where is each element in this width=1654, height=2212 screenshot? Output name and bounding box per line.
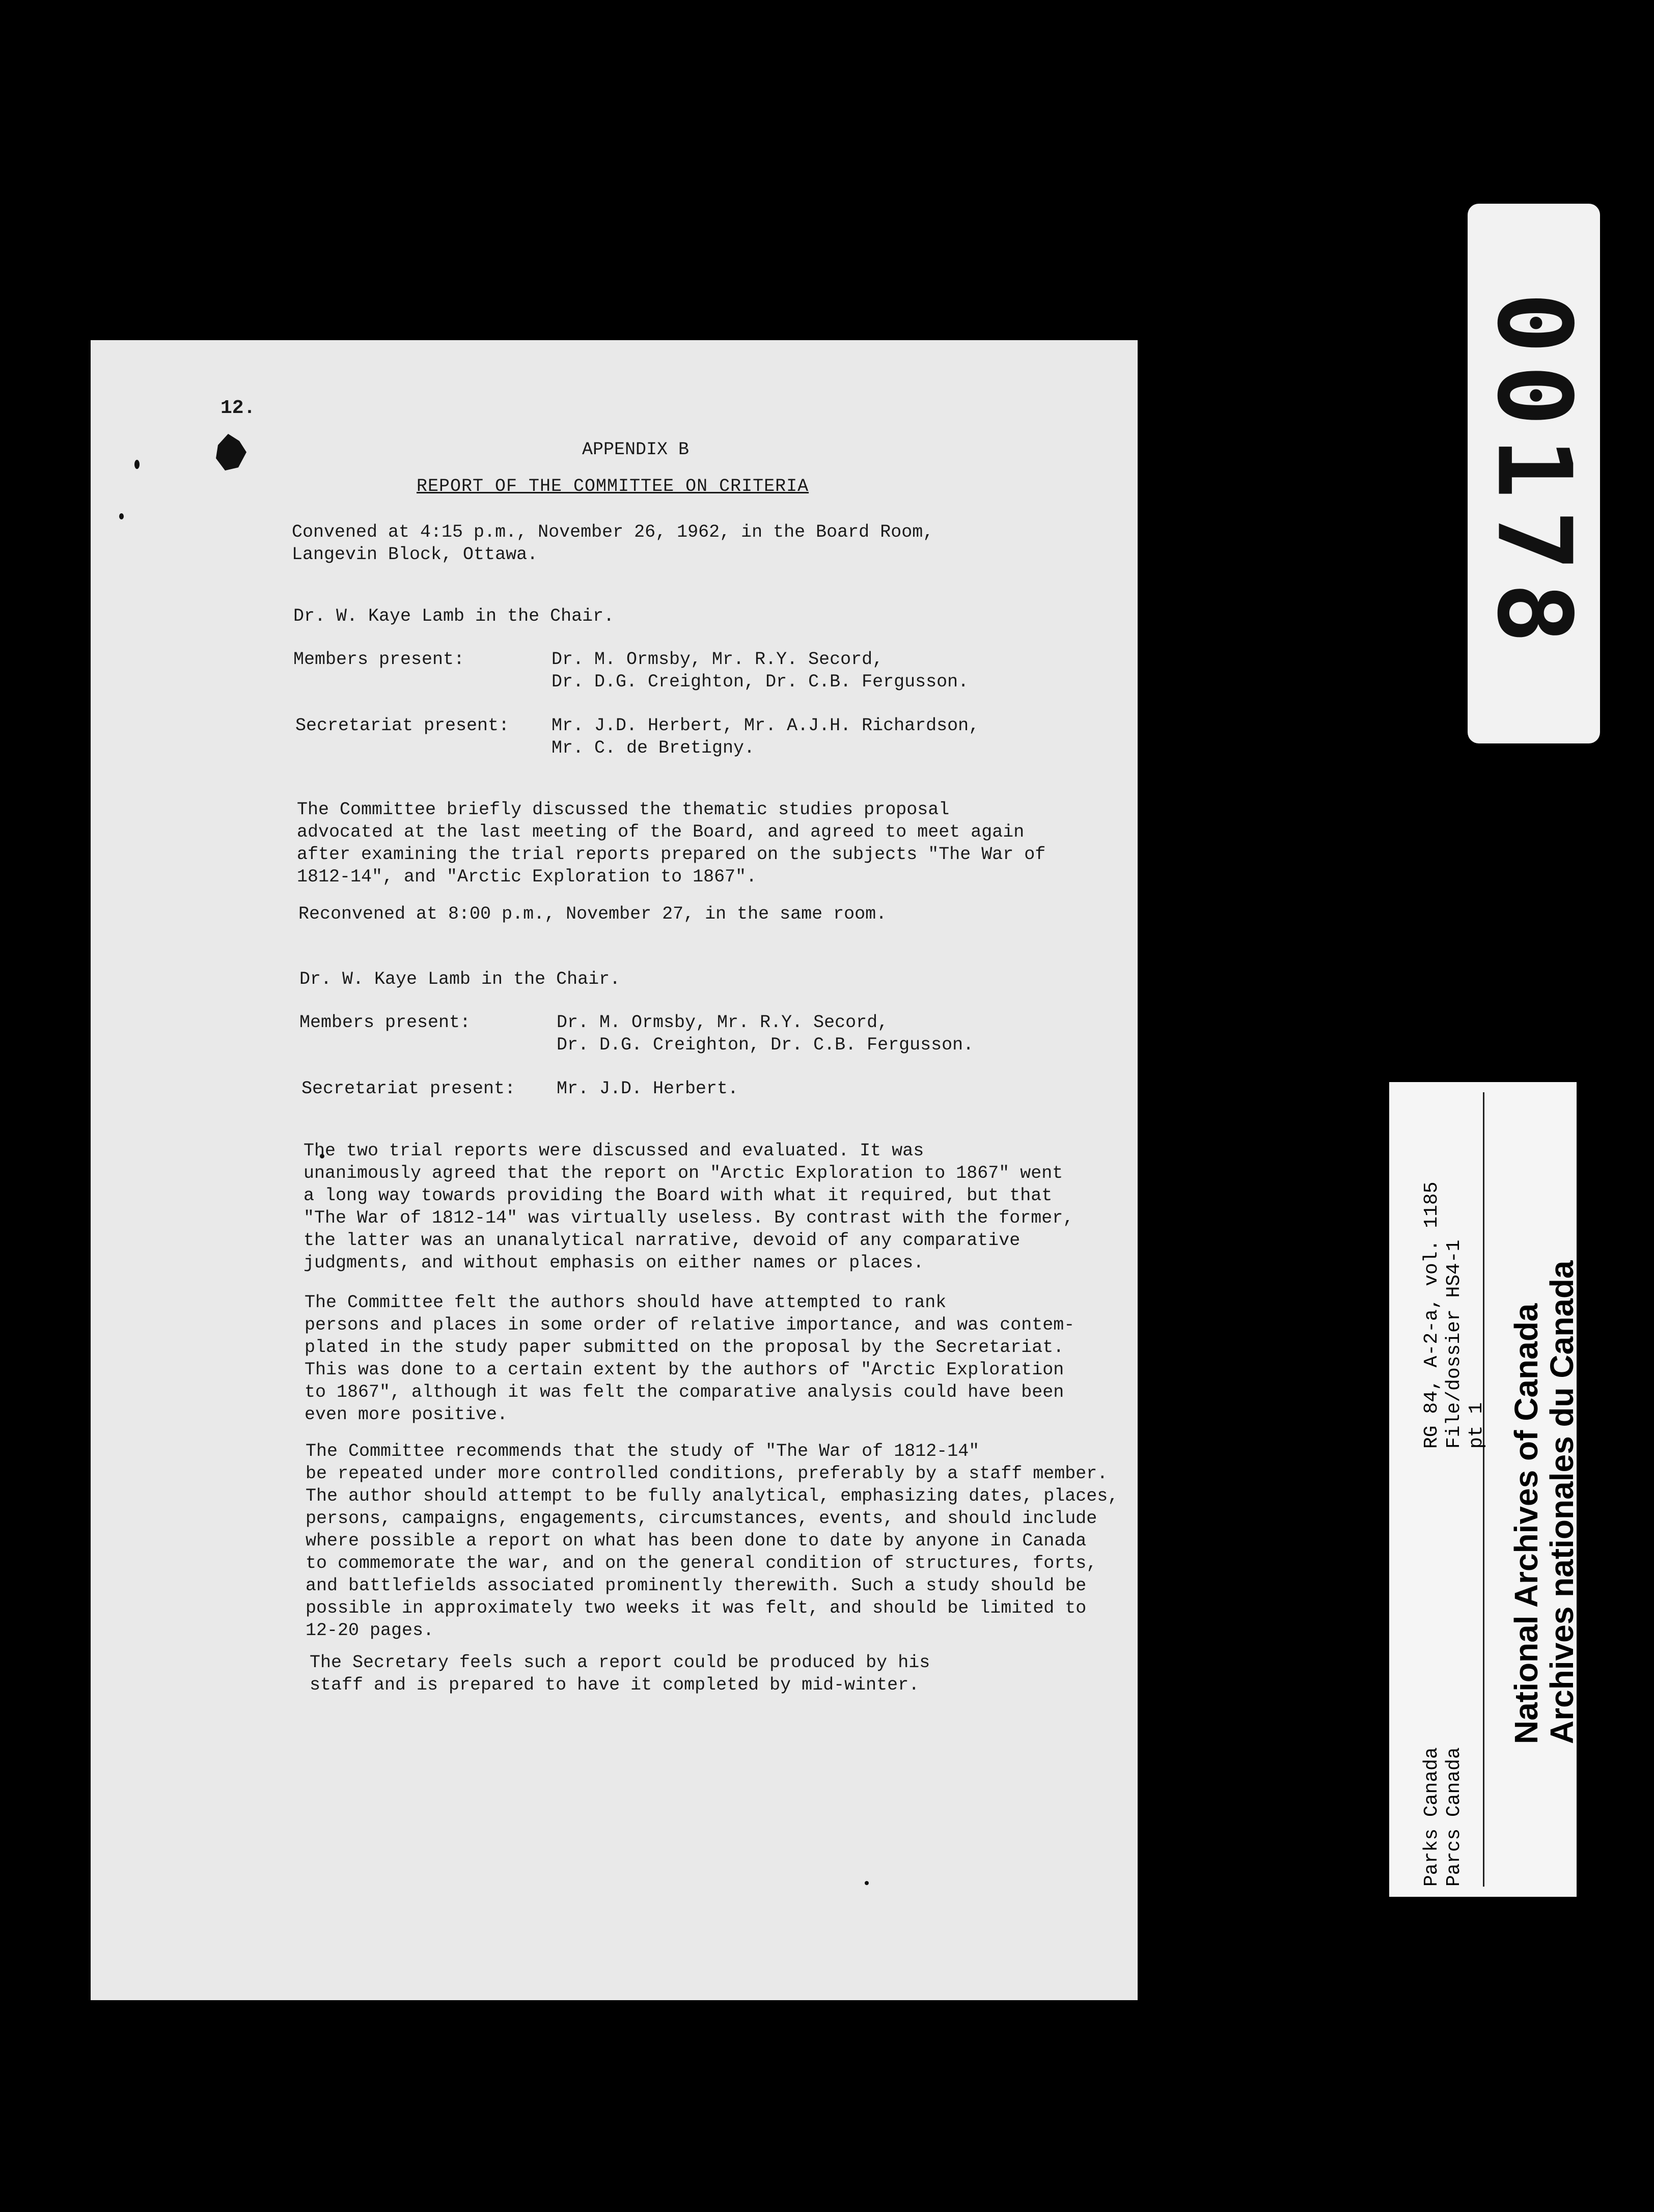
members-present-list: Dr. M. Ormsby, Mr. R.Y. Secord, Dr. D.G. Creighton, Dr. C.B. Fergusson.	[552, 649, 969, 692]
paragraph: The Committee briefly discussed the thematic studies proposal advocated at the last meeting of the Board, and agreed to meet again after examining the trial reports prepared on the subjects "The War of 1812-14", and "Arctic Exploration to 1867".	[297, 799, 1046, 887]
chair-text: Dr. W. Kaye Lamb in the Chair.	[293, 606, 615, 626]
stray-mark	[865, 1881, 869, 1885]
document-page	[91, 340, 1138, 2000]
members-present-list: Dr. M. Ormsby, Mr. R.Y. Secord, Dr. D.G. Creighton, Dr. C.B. Fergusson.	[557, 1012, 974, 1055]
punch-mark	[134, 460, 140, 469]
members-present-label: Members present:	[293, 649, 465, 670]
label-divider	[1483, 1092, 1484, 1887]
institution-french: Archives nationales du Canada	[1543, 1260, 1580, 1744]
convened-text: Convened at 4:15 p.m., November 26, 1962, in the Board Room, Langevin Block, Ottawa.	[292, 522, 934, 565]
report-title: REPORT OF THE COMMITTEE ON CRITERIA	[417, 476, 809, 496]
members-present-label: Members present:	[299, 1012, 471, 1033]
page-number: 12.	[220, 397, 256, 419]
paragraph: The Committee felt the authors should have attempted to rank persons and places in some order of relative importance, and was contem- plated in the study paper submitted on the proposal by the Secretariat. This was done to a certain extent by the authors of "Arctic Exploration to 1867", although it was felt the comparative analysis could have been even more positive.	[305, 1292, 1075, 1425]
secretariat-present-list: Mr. J.D. Herbert.	[557, 1079, 739, 1099]
creator-english: Parks Canada	[1421, 1747, 1443, 1887]
punch-mark	[119, 513, 124, 519]
reference-line: File/dossier HS4-1	[1443, 1239, 1465, 1449]
reference-line: pt 1	[1466, 1402, 1487, 1449]
archive-label-card	[1389, 1082, 1580, 1897]
appendix-heading: APPENDIX B	[582, 439, 690, 460]
chair-text: Dr. W. Kaye Lamb in the Chair.	[299, 969, 621, 989]
secretariat-present-label: Secretariat present:	[301, 1079, 516, 1099]
secretariat-present-label: Secretariat present:	[295, 715, 510, 736]
ink-blot-mark	[213, 432, 249, 473]
stamp-number: 00178	[1474, 292, 1593, 655]
reference-line: RG 84, A-2-a, vol. 1185	[1421, 1181, 1443, 1449]
creator-french: Parcs Canada	[1443, 1747, 1465, 1887]
paragraph: The Secretary feels such a report could be produced by his staff and is prepared to have it completed by mid-winter.	[310, 1652, 930, 1695]
institution-english: National Archives of Canada	[1508, 1303, 1545, 1744]
archival-stamp	[1468, 204, 1600, 743]
secretariat-present-list: Mr. J.D. Herbert, Mr. A.J.H. Richardson, Mr. C. de Bretigny.	[552, 715, 980, 758]
paragraph: The two trial reports were discussed and evaluated. It was unanimously agreed that the report on "Arctic Exploration to 1867" went a long way towards providing the Board with what it required, but that "The War of 1812-14" was virtually useless. By contrast with the former, the latter was an unanalytical narrative, devoid of any comparative judgments, and without emphasis on either names or places.	[304, 1141, 1074, 1273]
reconvened-text: Reconvened at 8:00 p.m., November 27, in the same room.	[298, 904, 887, 924]
paragraph: The Committee recommends that the study of "The War of 1812-14" be repeated under more controlled conditions, preferably by a staff member. The author should attempt to be fully analytical, emphasizing dates, places, persons, campaigns, engagements, circumstances, events, and should include where possible a report on what has been done to date by anyone in Canada to commemorate the war, and on the general condition of structures, forts, and battlefields associated prominently therewith. Such a study should be possible in approximately two weeks it was felt, and should be limited to 12-20 pages.	[306, 1441, 1119, 1641]
